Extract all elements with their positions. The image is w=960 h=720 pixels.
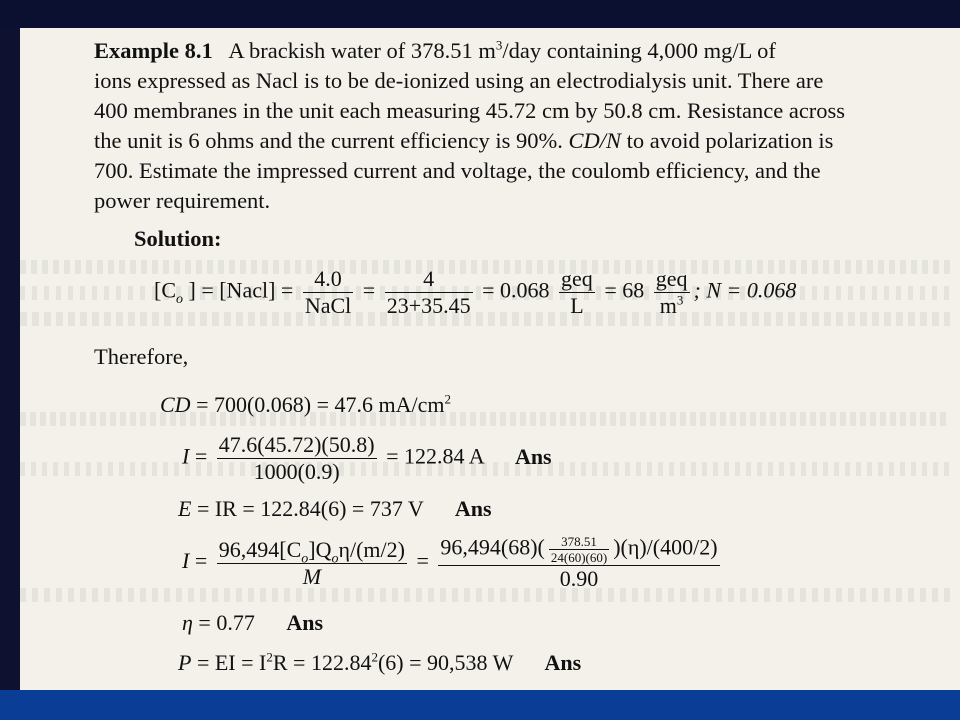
numerator: )(η)/(400/2) — [613, 534, 718, 560]
numerator: η/(m/2) — [338, 536, 405, 562]
denominator: 1000(0.9) — [253, 459, 340, 484]
equation-current-density — [160, 392, 451, 418]
example-line-5: 700. Estimate the impressed current and voltage, the coulomb efficiency, and the — [94, 158, 821, 183]
fraction — [217, 432, 377, 485]
eq-text: = — [362, 277, 376, 303]
eq-text: ; N = 0.068 — [693, 277, 797, 303]
numerator: geq — [655, 266, 688, 291]
numerator: ]Q — [308, 536, 332, 562]
numerator: 47.6(45.72)(50.8) — [218, 432, 375, 457]
example-line-1 — [94, 36, 914, 66]
subscript: o — [176, 291, 183, 307]
example-text: the unit is 6 ohms and the current efficiency is 90%. — [94, 128, 563, 153]
eq-text: = 0.068 — [482, 277, 550, 303]
denominator: 24(60)(60) — [550, 550, 608, 565]
superscript: 2 — [266, 649, 273, 665]
denominator: 23+35.45 — [386, 293, 471, 318]
bottom-bar — [0, 690, 960, 720]
eq-text: (6) = 90,538 W — [377, 650, 513, 675]
denominator: 0.90 — [559, 566, 599, 591]
eq-text: ] = [Nacl] = — [188, 277, 294, 303]
subscript: o — [331, 550, 339, 566]
scanned-page — [20, 28, 960, 690]
superscript: 3 — [676, 292, 684, 308]
eq-lhs: E — [178, 496, 192, 521]
inner-fraction — [549, 534, 609, 565]
eq-text: = EI = I — [196, 650, 267, 675]
example-line-6: power requirement. — [94, 188, 271, 213]
top-bar — [0, 0, 960, 28]
superscript: 3 — [495, 37, 503, 53]
eq-text: [C — [154, 277, 176, 303]
example-line-4 — [94, 126, 914, 156]
equation-power — [178, 650, 581, 676]
answer-label: Ans — [286, 610, 324, 635]
example-line-2: ions expressed as Nacl is to be de-ionized using an electrodialysis unit. There are — [94, 68, 824, 93]
denominator: L — [570, 293, 584, 318]
eq-lhs: P — [178, 650, 192, 675]
denominator: M — [302, 563, 322, 589]
eq-text: = 0.77 — [198, 610, 255, 635]
example-line-3: 400 membranes in the unit each measuring 45.72 cm by 50.8 cm. Resistance across — [94, 98, 846, 123]
example-label: Example 8.1 — [94, 38, 213, 63]
answer-label: Ans — [454, 496, 492, 521]
answer-label: Ans — [544, 650, 582, 675]
superscript: 2 — [371, 649, 378, 665]
numerator: 4.0 — [303, 266, 353, 293]
example-text: to avoid polarization is — [626, 128, 834, 153]
fraction — [385, 266, 473, 319]
equation-efficiency — [182, 610, 323, 636]
eq-text: = 700(0.068) = 47.6 mA/cm — [196, 392, 445, 417]
denominator: NaCl — [304, 293, 352, 318]
fraction — [559, 266, 595, 319]
numerator: 96,494[C — [218, 536, 302, 562]
numerator: geq — [561, 266, 593, 291]
eq-lhs: η — [182, 610, 193, 635]
superscript: 2 — [444, 391, 452, 407]
subscript: o — [301, 550, 309, 566]
example-text: A brackish water of 378.51 m — [228, 38, 496, 63]
eq-text: = 122.84 A — [386, 443, 484, 469]
solution-label: Solution: — [134, 226, 222, 251]
fraction — [217, 537, 407, 590]
eq-text: = 68 — [604, 277, 645, 303]
equation-current: I = $\frac{47.6(45.72)(50.8)}{1000(0.9)}$ = 122.84 A Ans — [182, 432, 552, 484]
numerator: 378.51 — [549, 534, 609, 550]
eq-text: = IR = 122.84(6) = 737 V — [196, 496, 424, 521]
example-text: /day containing 4,000 mg/L of — [502, 38, 776, 63]
numerator: 4 — [385, 266, 473, 293]
equation-concentration — [154, 266, 796, 319]
equation-coulomb: I = $\frac{96,494[C_o]Q_o\eta/(m/2)}{M}$ = 96,494(68)( $\frac{378.51}{24(60)(60)}$ )(η)/(400/2) 0.90 — [182, 534, 718, 591]
eq-lhs: I — [182, 443, 190, 469]
therefore-label: Therefore, — [94, 344, 189, 369]
fraction — [303, 266, 353, 319]
fraction — [438, 534, 719, 592]
equation-voltage — [178, 496, 492, 522]
eq-lhs: CD — [160, 392, 191, 417]
eq-text: R = 122.84 — [272, 650, 372, 675]
fraction — [654, 266, 690, 319]
denominator: m — [659, 293, 677, 318]
answer-label: Ans — [514, 443, 552, 469]
cdn-symbol: CD/N — [568, 128, 621, 153]
eq-text: = — [416, 548, 429, 574]
numerator: 96,494(68)( — [440, 534, 545, 560]
eq-lhs: I — [182, 548, 190, 574]
